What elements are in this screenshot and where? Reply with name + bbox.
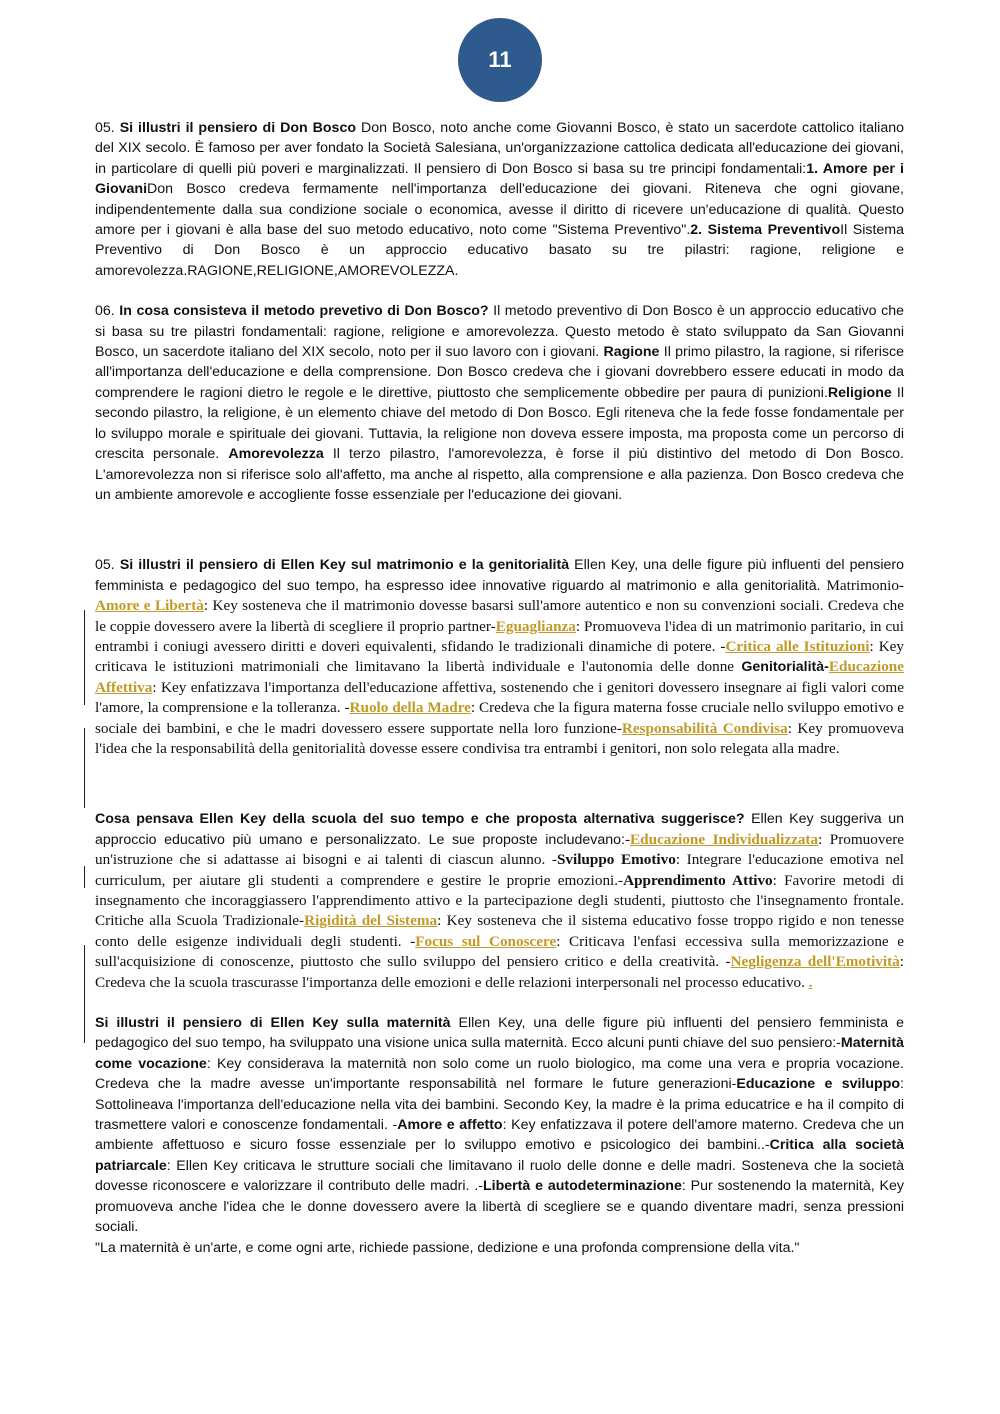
question-number: 06. bbox=[95, 303, 120, 320]
question-heading: Si illustri il pensiero di Ellen Key sulla maternità bbox=[95, 1015, 451, 1032]
body-text: Don Bosco credeva fermamente nell'importanza dell'educazione dei giovani. Riteneva che ogni giovane, indipendentemente dalla sua condizione sociale o economica, avesse il diritto di ricevere un'educazione di qualità. Questo amore per i giovani è alla base del suo metodo educativo, noto come "Sistema Preventivo". bbox=[95, 181, 904, 239]
revision-bar bbox=[84, 866, 85, 888]
paragraph-ellen-key-school bbox=[95, 809, 904, 993]
page-number: 11 bbox=[488, 47, 512, 72]
body-text: Don Bosco, noto anche come Giovanni Bosco, è stato un sacerdote cattolico italiano del XIX secolo. È famoso per aver fondato la Società Salesiana, un'organizzazione cattolica dedicata all'educazione dei giovani, in particolare di quelli più poveri e marginalizzati. Il pensiero di Don Bosco si basa su tre principi fondamentali: bbox=[95, 120, 905, 177]
body-text: : Integrare l'educazione emotiva nel curriculum, per aiutare gli studenti a comprendere e gestire le proprie emozioni.- bbox=[95, 851, 904, 889]
body-text: : Key considerava la maternità non solo come un ruolo biologico, ma come una vera e propria vocazione. Credeva che la madre avesse un'importante responsabilità nel formare le future generazioni- bbox=[95, 1055, 904, 1093]
body-text: - bbox=[624, 830, 631, 848]
link-amore-liberta[interactable]: Amore e Libertà bbox=[95, 597, 204, 615]
maternity-quote: "La maternità è un'arte, e come ogni arte, richiede passione, dedizione e una profonda comprensione della vita." bbox=[95, 1239, 800, 1256]
body-text: : Promuovere un'istruzione che si adattasse ai bisogni e ai talenti di ciascun alunno. - bbox=[95, 830, 904, 869]
body-text: Il primo pilastro, la ragione, si riferisce all'importanza dell'educazione e della comprensione. Don Bosco credeva che i giovani dovrebbero essere educati in modo da comprendere le ragioni dietro le regole e le direttive, piuttosto che semplicemente obbedire per paura di punizioni. bbox=[95, 344, 904, 401]
body-text: Ellen Key, una delle figure più influenti del pensiero femminista e pedagogico del suo tempo, ha sviluppato una visione unica sulla maternità. Ecco alcuni punti chiave del suo pensiero:- bbox=[95, 1015, 905, 1052]
link-focus-conoscere[interactable]: Focus sul Conoscere bbox=[415, 932, 557, 950]
bold-term: Amorevolezza bbox=[228, 446, 324, 463]
body-text: : Criticava l'enfasi eccessiva sulla memorizzazione e sull'acquisizione di conoscenze, piuttosto che sullo sviluppo del pensiero critico e della creatività. - bbox=[95, 932, 905, 971]
bold-term: Critica alla società patriarcale bbox=[95, 1137, 904, 1174]
paragraph-don-bosco-thought bbox=[95, 118, 904, 281]
link-rigidita-sistema[interactable]: Rigidità del Sistema bbox=[304, 912, 438, 930]
bold-term: 2. Sistema Preventivo bbox=[690, 222, 841, 239]
link-educazione-affettiva[interactable]: Educazione Affettiva bbox=[95, 658, 904, 696]
revision-bar bbox=[84, 728, 85, 808]
bold-term: Sviluppo Emotivo bbox=[556, 851, 676, 869]
page-number-badge bbox=[458, 18, 542, 102]
revision-bar bbox=[84, 610, 85, 705]
bold-term: Amore e affetto bbox=[397, 1117, 503, 1134]
body-text: Ellen Key suggeriva un approccio educativo più umano e personalizzato. Le sue proposte includevano: bbox=[95, 811, 904, 848]
question-heading: In cosa consisteva il metodo prevetivo di Don Bosco? bbox=[119, 303, 489, 320]
body-text: : Key criticava le istituzioni matrimoniali che limitavano la libertà individuale e l'autonomia delle donne bbox=[95, 637, 905, 676]
body-text: : Pur sostenendo la maternità, Key promuoveva anche l'idea che le donne dovessero avere la libertà di scegliere se e quando diventare madri, senza pressioni sociali. bbox=[95, 1178, 904, 1236]
body-text: Matrimonio- bbox=[826, 576, 904, 594]
body-text: Il metodo preventivo di Don Bosco è un approccio educativo che si basa su tre pilastri fondamentali: ragione, religione e amorevolezza. Questo metodo è stato sviluppato da San Giovanni Bosco, un sacerdote italiano del XIX secolo, noto per il suo lavoro con i giovani. bbox=[95, 303, 904, 361]
link-ruolo-madre[interactable]: Ruolo della Madre bbox=[349, 699, 471, 717]
link-eguaglianza[interactable]: Eguaglianza bbox=[495, 617, 576, 635]
body-text: : Key enfatizzava il potere dell'amore materno. Credeva che un ambiente affettuoso e sicuro fosse essenziale per lo sviluppo emotivo e psicologico dei bambini..- bbox=[95, 1117, 905, 1154]
body-text: : Promuoveva l'idea di un matrimonio paritario, in cui entrambi i coniugi avessero diritti e doveri equivalenti, sfidando le tradizionali dinamiche di potere. - bbox=[95, 617, 904, 655]
body-text: Il secondo pilastro, la religione, è un elemento chiave del metodo di Don Bosco. Egli riteneva che la fede fosse fondamentale per lo sviluppo morale e spirituale dei giovani. Tuttavia, la religione non doveva essere imposta, ma proposta come un percorso di crescita personale. bbox=[95, 384, 904, 463]
link-dot[interactable]: . bbox=[808, 973, 813, 991]
body-text: : Key sosteneva che il sistema educativo fosse troppo rigido e non tenesse conto delle esigenze individuali degli studenti. - bbox=[95, 912, 904, 950]
bold-term: Religione bbox=[827, 384, 892, 401]
body-text: : Key sosteneva che il matrimonio dovesse basarsi sull'amore autentico e non su convenzioni sociali. Credeva che le coppie dovessero avere la libertà di scegliere il proprio partner- bbox=[95, 597, 904, 635]
bold-term: Libertà e autodeterminazione bbox=[483, 1178, 682, 1195]
document-body bbox=[95, 118, 904, 1258]
body-text: : Favorire metodi di insegnamento che incoraggiassero l'apprendimento attivo e la partecipazione degli studenti, piuttosto che l'insegnamento frontale. Critiche alla Scuola Tradizionale- bbox=[95, 871, 904, 930]
bold-term: Apprendimento Attivo bbox=[623, 871, 773, 889]
body-text: Il terzo pilastro, l'amorevolezza, è forse il più distintivo del metodo di Don Bosco. L'amorevolezza non si riferisce solo all'affetto, ma anche al rispetto, alla comprensione e alla pazienza. Don Bosco credeva che un ambiente amorevole e accogliente fosse essenziale per l'educazione dei giovani. bbox=[95, 446, 904, 503]
revision-bar bbox=[84, 945, 85, 1043]
body-text: : Key promuoveva l'idea che la responsabilità della genitorialità dovesse essere condivisa tra entrambi i genitori, non solo relegata alla madre. bbox=[95, 719, 905, 757]
link-educazione-individualizzata[interactable]: Educazione Individualizzata bbox=[630, 830, 819, 848]
paragraph-ellen-key-maternity bbox=[95, 1013, 904, 1237]
link-responsabilita-condivisa[interactable]: Responsabilità Condivisa bbox=[621, 719, 788, 737]
bold-term: Educazione e sviluppo bbox=[736, 1076, 901, 1093]
bold-term: Ragione bbox=[603, 344, 660, 361]
paragraph-ellen-key-marriage bbox=[95, 555, 904, 759]
link-negligenza-emotivita[interactable]: Negligenza dell'Emotività bbox=[730, 953, 900, 971]
question-heading: Si illustri il pensiero di Ellen Key sul matrimonio e la genitorialità bbox=[119, 557, 570, 574]
question-heading: Cosa pensava Ellen Key della scuola del suo tempo e che proposta alternativa suggerisce? bbox=[95, 811, 745, 828]
body-text: : Credeva che la figura materna fosse cruciale nello sviluppo emotivo e sociale dei bambini, e che le madri dovessero essere supportate nella loro funzione- bbox=[95, 699, 905, 737]
body-text: Il Sistema Preventivo di Don Bosco è un approccio educativo basato su tre pilastri: ragione, religione e amorevolezza.RAGIONE,RELIGIONE,AMOREVOLEZZA. bbox=[95, 222, 904, 279]
body-text: : Ellen Key criticava le strutture sociali che limitavano il ruolo delle donne e delle madri. Sosteneva che la società dovesse riconoscere e valorizzare il contributo delle madri. .- bbox=[95, 1157, 904, 1195]
body-text: : Key enfatizzava l'importanza dell'educazione affettiva, sostenendo che i genitori dovessero insegnare ai figli valori come l'amore, la comprensione e la tolleranza. - bbox=[95, 678, 904, 717]
body-text: : Sottolineava l'importanza dell'educazione nella vita dei bambini. Secondo Key, la madre è la prima educatrice e ha il compito di trasmettere valori e conoscenze fondamentali. - bbox=[95, 1076, 904, 1134]
bold-term: 1. Amore per i Giovani bbox=[95, 160, 904, 198]
bold-term: Genitorialità- bbox=[741, 659, 829, 676]
paragraph-preventive-method bbox=[95, 301, 904, 505]
question-number: 05. bbox=[95, 557, 120, 574]
bold-term: Maternità come vocazione bbox=[95, 1035, 904, 1072]
link-critica-istituzioni[interactable]: Critica alle Istituzioni bbox=[725, 637, 870, 655]
question-number: 05. bbox=[95, 120, 120, 136]
body-text: Ellen Key, una delle figure più influenti del pensiero femminista e pedagogico del suo tempo, ha espresso idee innovative riguardo al matrimonio e alla genitorialità. bbox=[95, 557, 905, 594]
question-heading: Si illustri il pensiero di Don Bosco bbox=[119, 120, 357, 136]
body-text: : Credeva che la scuola trascurasse l'importanza delle emozioni e delle relazioni interpersonali nel processo educativo. bbox=[95, 953, 904, 991]
